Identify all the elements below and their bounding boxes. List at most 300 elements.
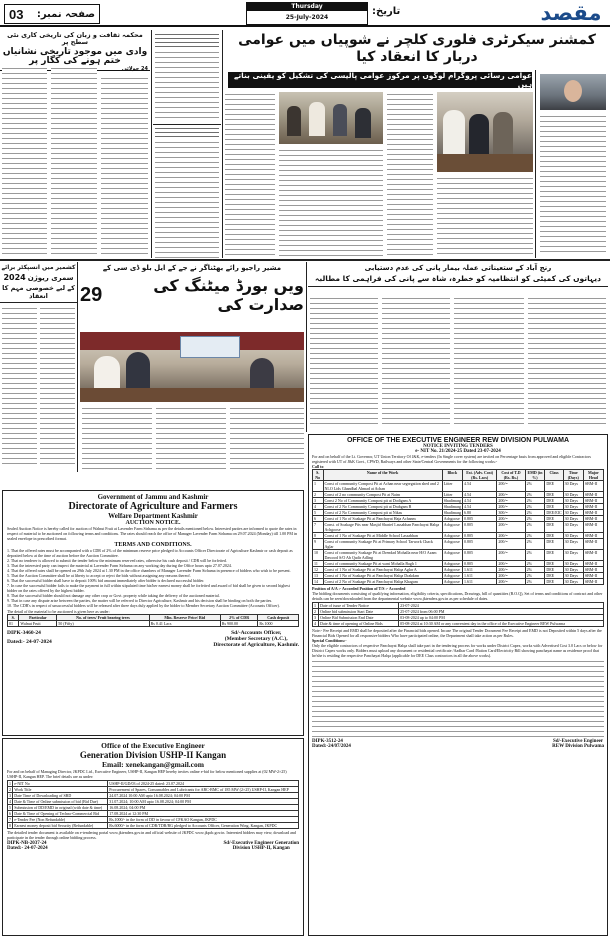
table-cell: 1 — [313, 603, 319, 609]
terms-item: 3. That the interested party can inspect the material at Lavender Farm Sirhama on any working day during the Office hours upto 27.07.2024. — [7, 563, 232, 568]
rew-note5: Note:- Fee Receipt and EMD shall be deposited after the Financial bids opened. Incase The original Tender Document Fee Receipt and EMD is not Deposited within 5 days after the Financial Bids Opened for all responsive bidders Who have participated online, the Department shall take action as per Rules. — [312, 628, 602, 638]
table-cell: USHP-II/GD/03 of 2024-25 dated: 23.07.2024 — [108, 781, 299, 787]
table-cell: 1 — [9, 781, 11, 786]
table-cell: Achgoose — [442, 573, 462, 579]
table-cell: Const of 2 No Community Compost pit at Nikas — [323, 510, 442, 516]
table-cell: 0.805 — [462, 516, 496, 522]
left-story-kicker: محکمہ ثقافت و زبان کی تاریخی کاری نئی سطح پر — [7, 31, 143, 46]
kangan-tender-ad — [2, 738, 304, 936]
table-cell: Achgoose — [442, 561, 462, 567]
table-cell: 9 — [313, 539, 324, 550]
table-cell: 6.80 — [462, 510, 496, 516]
table-cell: DEE/EIC — [546, 510, 562, 515]
table-row — [8, 823, 299, 829]
table-cell: 14 — [313, 579, 324, 585]
table-row — [313, 621, 604, 627]
rew-sig1: Sd/-Executive Engineer — [552, 739, 604, 744]
table-cell: 4.54 — [462, 481, 496, 492]
table-header-cell: 2% of CDR — [220, 615, 258, 621]
table-cell: 4.54 — [462, 498, 496, 504]
rew-footer — [312, 739, 604, 749]
table-cell: Const of 2 No Community Compost pit at Drabgam B — [323, 504, 442, 510]
table-cell: SBM-II — [583, 567, 603, 573]
table-cell: Date & time of opening of Online Bids — [319, 621, 399, 627]
table-row — [313, 510, 604, 516]
board-text-col2 — [156, 406, 226, 472]
table-cell: Achgoose — [442, 550, 462, 561]
page-number-label: صفحہ نمبر: — [36, 8, 95, 20]
table-cell: e-NIT No — [13, 781, 108, 787]
lead-photo-2 — [437, 92, 533, 172]
table-cell: 200/= — [497, 504, 525, 510]
table-cell: 200/= — [497, 561, 525, 567]
table-cell: 4.54 — [462, 492, 496, 498]
agri-sig2: (Member Secretary (A.C.), — [224, 636, 288, 642]
table-cell: DEE — [545, 492, 563, 498]
kangan-sig1: Sd/-Executive Engineer Generation — [223, 841, 299, 846]
table-cell: 2% — [525, 522, 545, 533]
table-cell: 2% — [525, 510, 545, 516]
table-cell: 0.805 — [462, 522, 496, 533]
side-story-text-1 — [2, 306, 37, 466]
table-cell: SBM-II — [583, 522, 603, 533]
table-cell: 50 (Fifty) — [57, 621, 149, 627]
table-header-cell: No. of trees/ Fruit bearing trees — [57, 615, 149, 621]
table-cell: 3 — [313, 498, 324, 504]
table-cell: 30 Days — [563, 533, 583, 539]
rew-special: Only the eligible contractors of respective Panchayat Halqa shall take part in the tendering process for works under District Capex, works with Advertised Cost 3.0 Lacs or below for District Capex works only. Bidders must upload any document or residential certificate /Aadhar Card /Ration Card/Electricity Bill showing panchayat name as residence proof that he/she is residing the respective Panchayat Halqa (applicable for DEE Class contractors in all the above works). — [312, 643, 603, 658]
kangan-note: The detailed tender document is available on e-tendering portal www.jktenders.gov.in and official website of JKPDC www.jkpdc.gov.in. Interested bidders may view, download and participate in the tender through online bidding process. — [7, 830, 296, 840]
table-cell: 3 — [9, 793, 11, 798]
table-cell: 2% — [525, 539, 545, 550]
lead-photo-1 — [279, 92, 383, 144]
board-text-col1 — [82, 406, 152, 472]
columnist-photo — [540, 74, 606, 110]
board-headline-number: 29 — [80, 283, 103, 306]
table-cell: Achgoose — [442, 567, 462, 573]
agri-dept2: Welfare Department Kashmir — [108, 512, 198, 520]
table-cell: DEE — [545, 504, 563, 510]
agri-notice: AUCTION NOTICE. — [125, 520, 181, 526]
table-cell: 2% — [525, 492, 545, 498]
rew-works-table — [312, 469, 604, 585]
table-cell: 200/= — [497, 492, 525, 498]
agri-table-caption: The detail of the material to be auctioned is given here as under: — [7, 609, 110, 614]
table-row — [313, 539, 604, 550]
day-label: Thursday — [247, 3, 367, 11]
agri-table — [7, 614, 299, 627]
table-cell: Litter — [442, 481, 462, 492]
board-text-col3 — [230, 406, 304, 472]
terms-item: 4. That the offered rates shall be opened on 29th July 2024 at 1.30 PM in the office chambers of Manager Lavender Farm Sirhama in presence of bidders who wish to be present. — [7, 568, 291, 573]
terms-item: 7. In case the successful bidder fails to make the payment in full within stipulated time his/her earnest money shall be forfeited and award of bid shall be given to second highest bidder on the rates offered by the highest bidder. — [7, 583, 290, 593]
table-cell: 0.805 — [462, 550, 496, 561]
table-cell: 31.07.2024; 10:00 AM upto 16.08.2024; 04:00 PM — [108, 799, 299, 805]
table-cell: SBM-II — [583, 579, 603, 585]
rew-fine-print — [312, 659, 604, 737]
date-block — [246, 2, 368, 25]
table-cell: Online bid submission Start Date — [319, 609, 399, 615]
table-cell: SBM-II — [583, 533, 603, 539]
page-number: 03 — [9, 6, 24, 22]
table-cell: Walnut Fruit — [19, 621, 57, 627]
table-cell: 11 — [313, 561, 324, 567]
side-story-headline: سمری ریوژن — [27, 273, 74, 282]
table-cell: DEE — [545, 550, 563, 561]
table-cell: 1.611 — [462, 567, 496, 573]
rew-sub2: e- NIT No. 21/2024-25 Dated 23-07-2024 — [415, 449, 501, 454]
table-cell: SBM-II — [583, 573, 603, 579]
table-cell: 30 Days — [563, 522, 583, 533]
water-story — [308, 262, 608, 432]
table-cell: Const of community Compost Pit at Achan near segregation shed and 2 NLO Lids Ghandbal Ahmad at Achan — [323, 481, 442, 492]
kangan-email: Email: xenekangan@gmail.com — [102, 760, 204, 769]
table-cell: 200/= — [497, 579, 525, 585]
table-cell: 2% — [525, 567, 545, 573]
table-cell: SBM-II — [583, 539, 603, 550]
table-cell: Shadimarg — [443, 510, 461, 515]
agri-auction-ad — [2, 490, 304, 736]
kangan-table — [7, 780, 299, 829]
table-cell: 2% — [525, 550, 545, 561]
table-cell: SBM-II — [583, 550, 603, 561]
table-cell: Litter — [442, 492, 462, 498]
left-story-text-col2 — [51, 66, 97, 254]
kangan-dated: Dated:- 24-07-2024 — [7, 846, 48, 851]
table-cell: 01 — [8, 621, 19, 627]
table-cell: 200/= — [497, 567, 525, 573]
table-cell: 30 Days — [563, 481, 583, 492]
short-stories-column — [153, 30, 221, 258]
table-cell: 4 — [313, 621, 319, 627]
table-cell: DEE — [545, 539, 563, 550]
table-cell: 30 Days — [563, 492, 583, 498]
terms-item: 2. That no tenderer is allowed to submit the tender below the minimum reserved rates, otherwise his cash deposit / CDR will be forfeited. — [7, 558, 227, 563]
rew-tender-ad — [308, 434, 608, 936]
table-cell: 23-07-2024 — [399, 603, 604, 609]
water-text-2 — [382, 296, 450, 428]
table-cell: Date & Time of Opening of Techno-Commercial Bid — [13, 811, 108, 817]
date-label: 25-July-2024 — [285, 14, 329, 21]
page-number-box — [4, 4, 100, 24]
table-cell: e-Tender Fee (Non Refundable) — [13, 817, 108, 823]
table-cell: SBM-II — [583, 504, 603, 510]
table-cell: DEE — [545, 573, 563, 579]
left-story-headline: وادی میں موجود تاریخی نشانیاں ختم ہونے کی کگار پر — [0, 47, 150, 71]
table-cell: 7 — [9, 817, 11, 822]
rew-call: Call to — [312, 464, 324, 469]
table-cell: 1.611 — [462, 579, 496, 585]
table-cell: Date & Time of Online submission of bid (Bid Due) — [13, 799, 108, 805]
rew-doc-note: The bidding documents consisting of qualifying information, eligibility criteria, specifications, Drawings, bill of quantities (B.O.Q), Set of terms and conditions of contract and other details can be seen/downloaded from the departmental website www.jktenders.gov.in as per schedule of dates. — [312, 591, 603, 601]
water-story-headline: دیہاتوں کی کمیٹی کو انتظامیہ کو خطرہ، شاہ سے پانی کی فراہمی کا مطالبہ — [308, 274, 608, 287]
table-cell: 30 Days — [563, 504, 583, 510]
table-row — [313, 579, 604, 585]
table-cell: Const of 1 No of Soakage Pit at Panchayat Halqa Drakdam — [323, 573, 442, 579]
table-cell: Rs 0.41 Lacs — [149, 621, 220, 627]
terms-item: 1. That the offered rates must be accompanied with a CDR of 2% of the minimum reserve price pledged to Accounts Officer Directorate of Agriculture Kashmir or cash deposit as deposited below at the time of auction before the Auction Committee. — [7, 548, 293, 558]
table-cell: DEE — [545, 516, 563, 522]
table-cell: 2% — [525, 579, 545, 585]
agri-gov: Government of Jammu and Kashmir — [97, 493, 209, 501]
board-headline: ویں بورڈ میٹنگ کی صدارت کی — [153, 276, 304, 314]
rew-dipk: DIPK-3512-24 — [312, 739, 343, 744]
table-cell: Submission of DD/EMD in original (with date & time) — [13, 805, 108, 811]
table-cell: 5 — [9, 805, 11, 810]
water-text-1 — [310, 296, 378, 428]
side-story-sub: کے لیے خصوصی مہم کا انعقاد — [0, 282, 77, 303]
table-cell: 200/= — [497, 539, 525, 550]
table-row — [313, 481, 604, 492]
table-header-cell: EMD (in %) — [525, 470, 545, 481]
rew-intro: For and on behalf of the Lt. Governor, UT Union Territory Of J&K, e-tenders (In Single cover system) are invited on Percentage basis from approved and eligible Contractors registered with UT of J&K Govt., CPWD, Railways and other State/Central Governments for the following works:- — [312, 454, 591, 464]
table-cell: Shadimarg — [443, 504, 461, 509]
rew-sub1: NOTICE INVITING TENDERS — [423, 444, 493, 449]
table-cell: 24.07.2024 10:00 AM upto 16.08.2024; 04:00 PM — [108, 793, 299, 799]
table-cell: 2% — [525, 533, 545, 539]
table-cell: 4.54 — [462, 504, 496, 510]
table-cell: Rs 900.00 — [220, 621, 258, 627]
table-cell: 8 — [313, 533, 324, 539]
table-cell: Earnest money deposit bid Security (Refundable) — [13, 823, 108, 829]
agri-dated: Dated:- 24-07-2024 — [7, 639, 52, 645]
table-cell: 30 Days — [563, 567, 583, 573]
agri-intro: Sealed Auction Notice is hereby called for auction of Walnut Fruit at Lavender Farm Sirhama as per the details mentioned below. Interested parties are informed to quote the rates in respect of material to be auctioned on following terms and conditions. The rates should reach the office of Manager Lavender Farm Sirhama on 29.07.2024 (Monday) till 1.00 PM in sealed envelope in prescribed format. — [7, 526, 297, 541]
table-cell: Shadimarg — [443, 498, 461, 503]
board-photo — [80, 332, 304, 402]
table-cell: DEE — [545, 481, 563, 492]
water-story-kicker: رنج آباد کے ستعیناتی عملہ بیمار پانی کی عدم دستیابی — [364, 264, 552, 272]
table-cell: 30 Days — [563, 539, 583, 550]
rew-title: OFFICE OF THE EXECUTIVE ENGINEER REW DIVISION PULWAMA — [346, 437, 570, 444]
table-cell: 7 — [313, 522, 324, 533]
table-cell: 05-08-2024 at 10:30 AM or any convenient day in the office of the Executive Engineer REW Pulwama — [399, 621, 604, 627]
kangan-dipk: DIPK-NB-2037-24 — [7, 841, 47, 846]
date-label-urdu: تاریخ: — [372, 6, 401, 17]
rew-special-title: Special Conditions:- — [312, 638, 347, 643]
table-cell: 30 Days — [563, 561, 583, 567]
table-cell: Const of community Soakage Pit at wani Mohalla Bagh 1 — [323, 561, 442, 567]
table-cell: 30 Days — [563, 550, 583, 561]
table-cell: 2 — [9, 787, 11, 792]
table-cell: SBM-II — [583, 516, 603, 522]
table-cell: 30 Days — [563, 579, 583, 585]
table-cell: 30 Days — [563, 510, 583, 516]
table-cell: DEE — [545, 561, 563, 567]
table-cell: 2% — [525, 498, 545, 504]
side-story-year: 2024 — [3, 273, 26, 282]
table-row — [313, 522, 604, 533]
lead-text-col-d — [437, 176, 533, 256]
table-header-cell: Cost of T.D (Rs. Rs.) — [497, 470, 525, 481]
table-header-cell: Est. (Adv. Cost) (Rs. Lacs) — [462, 470, 496, 481]
terms-item: 10. The CDR's in respect of unsuccessful bidders will be released after three days duly applied by the bidder to Member Secretary Auction Committee (Accounts Officer). — [7, 603, 280, 608]
table-row — [8, 621, 299, 627]
table-cell: Const of 2 No of Soakage Pit at Panchayat Halqa Khagam — [323, 579, 442, 585]
table-cell: 200/= — [497, 550, 525, 561]
table-cell: 3 — [313, 615, 319, 621]
table-header-cell: Block — [442, 470, 462, 481]
table-header-cell: S. — [8, 615, 19, 621]
lead-subheadline-bar — [228, 72, 532, 88]
table-header-cell: Particular — [19, 615, 57, 621]
lead-text-col-a — [225, 92, 275, 256]
table-cell: 200/= — [497, 481, 525, 492]
kangan-intro: For and on behalf of Managing Director, JKPDC Ltd., Executive Engineer, USHP-II, Kangan HEP hereby invites online e-bid for below mentioned supplies at (02 MW-2×25) USHP-II, Kangan HEP. The brief details are as under: — [7, 769, 287, 779]
table-cell: Const of community Soakage Pit at Drendad Mohalla near H/O Azam Dawood S/O Ab Qadir Adling — [323, 550, 442, 561]
table-cell: 16.08.2024; 04:00 PM — [108, 805, 299, 811]
table-cell: Date of issue of Tender Notice — [319, 603, 399, 609]
table-cell: 6 — [313, 516, 324, 522]
table-header-cell: Class — [545, 470, 563, 481]
left-story-dateline: 24 جولائی — [121, 66, 148, 72]
table-cell: Achgoose — [442, 522, 462, 533]
table-cell: 0.805 — [462, 539, 496, 550]
table-cell: SBM-II — [583, 481, 603, 492]
table-cell: DEE — [545, 522, 563, 533]
table-cell: 2% — [525, 504, 545, 510]
table-header-cell: Major Head — [583, 470, 603, 481]
table-cell: DEE — [545, 567, 563, 573]
terms-item: 5. That the Auction Committee shall be at liberty to accept or reject the bids without assigning any reasons thereof. — [7, 573, 191, 578]
left-story — [0, 30, 150, 258]
table-cell: Achgoose — [442, 516, 462, 522]
table-cell: 30 Days — [563, 573, 583, 579]
table-cell: 2% — [525, 573, 545, 579]
table-cell: 10 — [313, 550, 324, 561]
table-cell: 200/= — [497, 573, 525, 579]
board-headline-row — [80, 276, 304, 314]
side-story — [0, 262, 78, 472]
table-cell: Const of 1 No of Soakage Pit at Panchayat Haja Achanm — [323, 516, 442, 522]
lead-text-col-b — [279, 148, 383, 256]
table-cell: Rs 1000 — [258, 621, 299, 627]
table-cell: Achgoose — [442, 579, 462, 585]
table-cell: 0.805 — [462, 561, 496, 567]
table-cell: DEE — [545, 579, 563, 585]
table-cell: Work Title — [13, 787, 108, 793]
board-kicker: مشیر راجیو رائے بھٹناگر نے جے کے ایل بلو ڈی سی کے — [102, 264, 282, 272]
table-cell: SBM-II — [583, 561, 603, 567]
agri-dept: Directorate of Agriculture and Farmers — [68, 501, 238, 512]
right-col-text — [540, 114, 606, 256]
table-cell: 30 Days — [563, 498, 583, 504]
table-cell: Rs.6000/- in the form of CDR/TDR/BG pledged to Accounts Officer, Generation Wing, Kangan, JKPDC — [108, 823, 299, 829]
lead-subheadline: عوامی رسائی پروگرام لوگوں پر مرکوز عوامی پالیسی کی تشکیل کو یقینی بناتے ہیں — [233, 71, 532, 89]
table-cell: 25-07-2024 from 06:00 PM — [399, 609, 604, 615]
terms-item: 6. That the successful bidder shall have to deposit 100% bid amount immediately after bidder is declared successful bidder. — [7, 578, 205, 583]
table-cell: 03-08-2024 up to 04:00 PM — [399, 615, 604, 621]
left-story-text-col1 — [2, 66, 47, 254]
table-cell: 200/= — [497, 516, 525, 522]
table-cell: 2 — [313, 492, 324, 498]
table-cell: Date Time of Downloading of SBD — [13, 793, 108, 799]
table-header-cell: Cash deposit — [258, 615, 299, 621]
agri-terms-list — [7, 548, 299, 608]
rew-dated: Dated:-24/07/2024 — [312, 744, 351, 749]
table-header-cell: Min. Reserve Price/ Bid — [149, 615, 220, 621]
table-cell: 4 — [9, 799, 11, 804]
side-story-text-2 — [40, 306, 75, 466]
table-cell: Const. of Soakage Pits near Masjid Sharief Lassabhan Panchayat Halqa Achgoose — [323, 522, 442, 533]
table-cell: 200/= — [497, 533, 525, 539]
table-header-cell: S. No — [313, 470, 324, 481]
table-cell: 30 Days — [563, 516, 583, 522]
table-cell: Achgoose — [442, 539, 462, 550]
water-text-4 — [528, 296, 606, 428]
table-row — [313, 550, 604, 561]
table-cell: Achgoose — [442, 533, 462, 539]
table-cell: 13 — [313, 573, 324, 579]
table-cell: DEE — [545, 498, 563, 504]
agri-sig1: Sd/-Accounts Officer, — [231, 630, 282, 636]
short-story-head-2 — [155, 126, 219, 138]
table-cell: 8 — [9, 823, 11, 828]
kangan-title2: Generation Division USHP-II Kangan — [79, 750, 227, 760]
lead-text-col-c — [387, 92, 433, 256]
table-cell: 300/= — [497, 510, 525, 516]
table-cell: 12 — [313, 567, 324, 573]
water-text-3 — [454, 296, 524, 428]
table-cell: 2% — [525, 481, 545, 492]
lead-headline: کمشنر سیکرٹری فلوری کلچر نے شوپیاں میں عوامی دربار کا انعقاد کیا — [238, 32, 596, 65]
table-cell: 200/= — [497, 522, 525, 533]
masthead — [0, 0, 610, 27]
table-cell: SBM-II — [583, 498, 603, 504]
table-cell: Online Bid Submission End Date — [319, 615, 399, 621]
brand-logo: مقصد — [540, 1, 602, 25]
table-cell: 1.611 — [462, 573, 496, 579]
table-cell: 5 — [313, 510, 324, 516]
table-cell: Const of 1 No of Soakage Pit at Middle School Lassabhan — [323, 533, 442, 539]
table-header-cell: Name of the Work — [323, 470, 442, 481]
rew-position: Position of A/A :- Accorded Position of T/S :- Accorded — [312, 586, 406, 591]
table-cell: Const of 2 no community Compost Pit at Naim — [323, 492, 442, 498]
table-cell: 4 — [313, 504, 324, 510]
table-cell: Const of 1 No of Soakage Pit at Panchayat Halqa Aglar A — [323, 567, 442, 573]
table-cell: Rs.1000/- in the form of DD in favour of CFKAO Kangan, JKPDC — [108, 817, 299, 823]
short-story-text-1 — [155, 50, 219, 120]
table-cell: Procurement of Spares, Consumables and Lubricants for ABC-BMC of 185 MW (2×25) USHP-II, Kangan HEP — [108, 787, 299, 793]
table-cell: SBM-II — [583, 510, 603, 516]
table-cell: 2% — [525, 516, 545, 522]
agri-dipk: DIPK-3460-24 — [7, 630, 41, 636]
terms-item: 8. That the successful bidder should not damage any other crop or Govt. property while taking the delivery of the auctioned material. — [7, 593, 220, 598]
left-story-text-col3 — [101, 76, 148, 254]
short-story-text-2 — [155, 140, 219, 260]
table-cell: 6 — [9, 811, 11, 816]
table-cell: 2 — [313, 609, 319, 615]
table-cell: 2% — [525, 561, 545, 567]
table-cell: SBM-II — [583, 492, 603, 498]
side-story-kicker: کشمیر میں انسپکٹر برائے — [1, 264, 76, 271]
table-cell: 17.08.2024 at 12:30 PM — [108, 811, 299, 817]
rew-sig2: REW Division Pulwama — [552, 744, 604, 749]
table-header-cell: Time (Days) — [563, 470, 583, 481]
table-cell: 200/= — [497, 498, 525, 504]
rew-schedule-table — [312, 602, 604, 627]
table-cell: Const 2 No of Community Compost pit at Dodigam A — [323, 498, 442, 504]
table-cell: 1 — [313, 481, 324, 492]
table-cell: Const of community Soakage Pit at Primary School Tarwork Chack Aglar — [323, 539, 442, 550]
kangan-footer — [7, 841, 299, 851]
table-cell: 0.805 — [462, 533, 496, 539]
short-story-head-1 — [155, 32, 219, 48]
agri-sig3: Directorate of Agriculture, Kashmir. — [213, 642, 299, 648]
agri-footer — [7, 630, 299, 648]
table-cell: DEE — [545, 533, 563, 539]
kangan-title1: Office of the Executive Engineer — [101, 741, 205, 750]
